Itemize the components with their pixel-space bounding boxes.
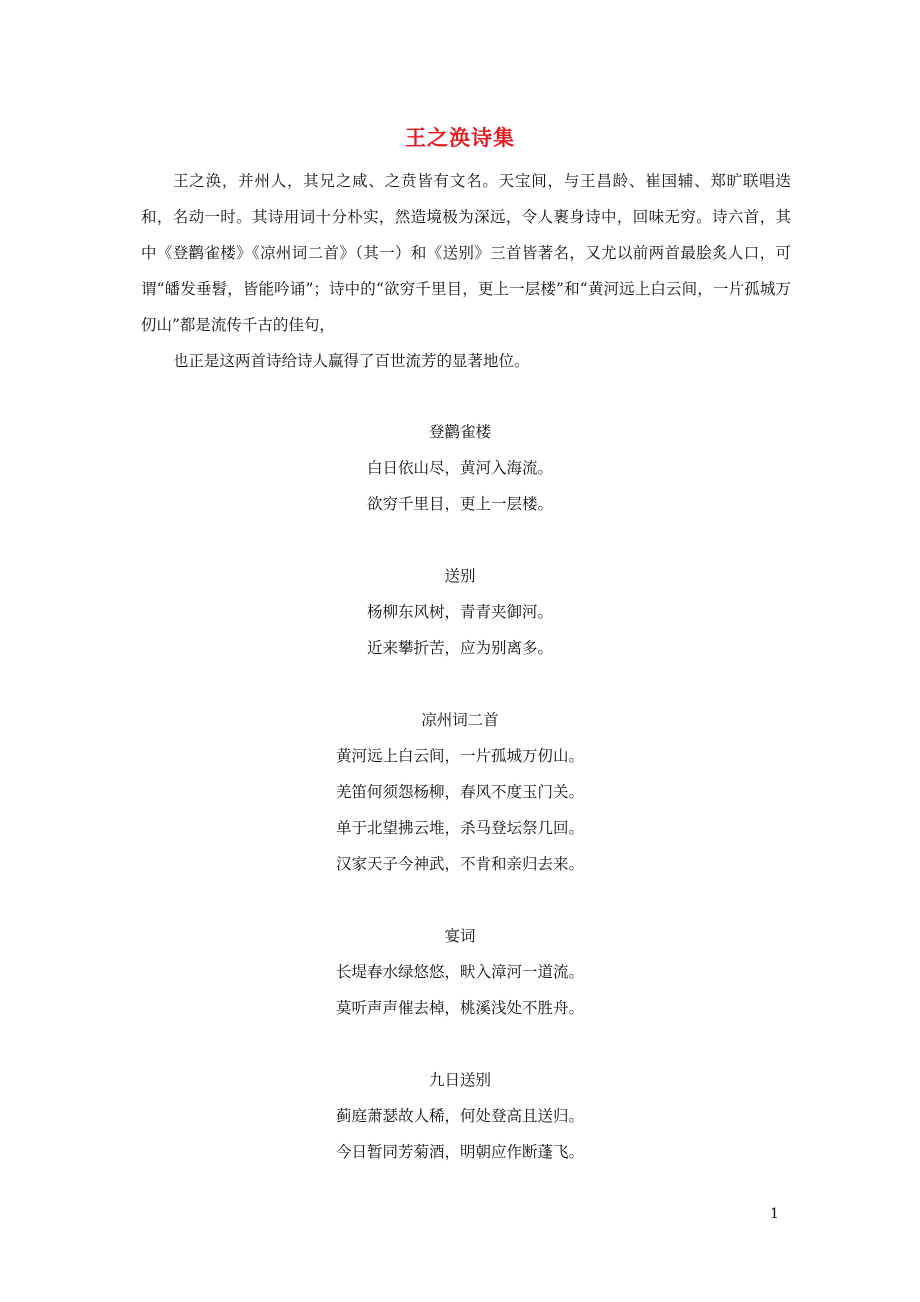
poem-line: 白日依山尽，黄河入海流。: [366, 459, 553, 477]
poem-title: 登鹳雀楼: [428, 423, 491, 441]
poem-line: 长堤春水绿悠悠，畎入漳河一道流。: [335, 963, 584, 981]
document-title: 王之涣诗集: [405, 125, 515, 150]
poem-line: 汉家天子今神武，不肯和亲归去来。: [335, 855, 584, 873]
intro-section: [141, 163, 791, 379]
poem-line: 黄河远上白云间，一片孤城万仞山。: [335, 747, 584, 765]
poem-line: 欲穷千里目，更上一层楼。: [366, 495, 553, 513]
intro-paragraph: 王之涣，并州人，其兄之咸、之贲皆有文名。天宝间，与王昌龄、崔国辅、郑旷联唱迭和，名动一时。其诗用词十分朴实，然造境极为深远，令人裹身诗中，回味无穷。诗六首，其中《登鹳雀楼》《凉州词二首》（其一）和《送别》三首皆著名，又尤以前两首最脍炙人口，可谓“皤发垂髫，皆能吟诵”；诗中的“欲穷千里目，更上一层楼”和“黄河远上白云间，一片孤城万仞山”都是流传千古的佳句，: [141, 172, 791, 334]
poem-yan-ci: [0, 918, 920, 1026]
poem-song-bie: [0, 558, 920, 666]
intro-paragraph: 也正是这两首诗给诗人赢得了百世流芳的显著地位。: [173, 352, 530, 370]
poem-line: 今日暂同芳菊酒，明朝应作断蓬飞。: [335, 1143, 584, 1161]
poem-title: 九日送别: [428, 1071, 491, 1089]
poem-deng-guan-que-lou: [0, 414, 920, 522]
poem-line: 蓟庭萧瑟故人稀，何处登高且送归。: [335, 1107, 584, 1125]
page-number: 1: [770, 1206, 779, 1222]
poem-line: 杨柳东风树，青青夹御河。: [366, 603, 553, 621]
poem-line: 羌笛何须怨杨柳，春风不度玉门关。: [335, 783, 584, 801]
poem-jiu-ri-song-bie: [0, 1062, 920, 1170]
poem-title: 送别: [444, 567, 476, 585]
poem-line: 莫听声声催去棹，桃溪浅处不胜舟。: [335, 999, 584, 1017]
poem-title: 凉州词二首: [421, 711, 499, 729]
poem-liang-zhou-ci: [0, 702, 920, 882]
poem-line: 近来攀折苦，应为别离多。: [366, 639, 553, 657]
poem-line: 单于北望拂云堆，杀马登坛祭几回。: [335, 819, 584, 837]
poem-title: 宴词: [444, 927, 476, 945]
